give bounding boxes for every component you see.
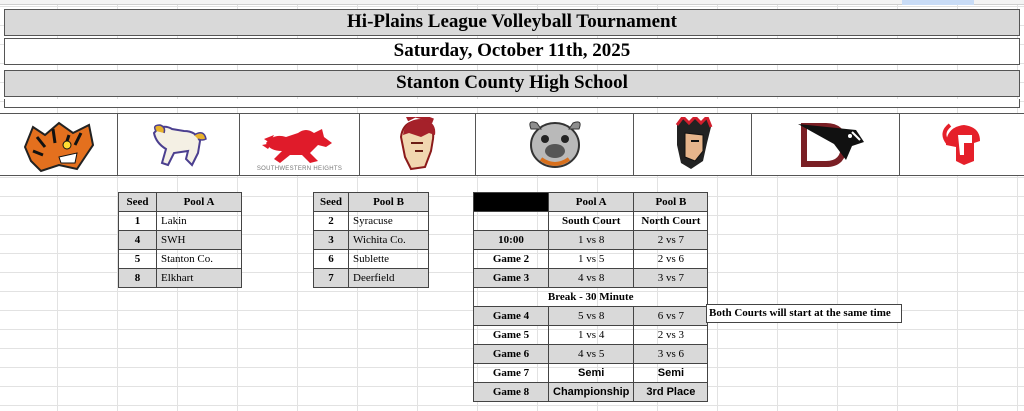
table-row [119,212,242,231]
team-logos-row [0,113,1024,176]
table-row [314,250,429,269]
table-row [314,212,429,231]
schedule-table [473,192,708,402]
pool-a-match: 1 vs 4 [549,326,634,345]
pool-a-match: 1 vs 8 [549,231,634,250]
selected-column-header[interactable] [902,0,974,5]
seed-cell: 2 [314,212,349,231]
logo-cell-1 [0,114,118,175]
seed-cell: 4 [119,231,157,250]
team-cell: Syracuse [349,212,429,231]
table-row [474,250,708,269]
table-row [474,326,708,345]
tournament-venue: Stanton County High School [4,70,1020,97]
game-cell: Game 8 [474,383,549,402]
pool-b-match: 2 vs 7 [634,231,708,250]
pool-b-match: 2 vs 3 [634,326,708,345]
pool-b-match: 3 vs 7 [634,269,708,288]
chief-icon [663,117,723,173]
logo-cell-7 [752,114,900,175]
game-cell: Game 7 [474,364,549,383]
table-row [474,383,708,402]
logo-cell-3 [240,114,360,175]
seed-cell: 7 [314,269,349,288]
game-cell: 10:00 [474,231,549,250]
column-header-strip [0,0,1024,5]
logo-cell-6 [634,114,752,175]
pool-b-match: 6 vs 7 [634,307,708,326]
logo-cell-4 [360,114,476,175]
d-logo-icon [786,120,866,170]
team-cell: Sublette [349,250,429,269]
team-cell: Lakin [157,212,242,231]
pool-a-match: 5 vs 8 [549,307,634,326]
seed-header: Seed [119,193,157,212]
pool-b-table [313,192,429,288]
logo-cell-5 [476,114,634,175]
table-row [119,269,242,288]
table-row [314,269,429,288]
pool-a-match: Championship [549,383,634,402]
game-cell: Game 4 [474,307,549,326]
mustang-icon [260,123,340,167]
north-court-label: North Court [634,212,708,231]
pool-a-match: 4 vs 8 [549,269,634,288]
game-cell: Game 5 [474,326,549,345]
table-row [474,307,708,326]
logo-cell-8 [900,114,1024,175]
table-row [119,250,242,269]
court-blank-cell [474,212,549,231]
team-cell: Stanton Co. [157,250,242,269]
tournament-title: Hi-Plains League Volleyball Tournament [4,9,1020,36]
logo-cell-2 [118,114,240,175]
pool-b-match: 2 vs 6 [634,250,708,269]
tiger-icon [19,117,99,173]
trojan-icon [393,117,443,173]
pool-b-header: Pool B [349,193,429,212]
game-cell: Game 6 [474,345,549,364]
pool-a-match: 1 vs 5 [549,250,634,269]
table-row [474,364,708,383]
pool-a-match: Semi [549,364,634,383]
table-row [474,231,708,250]
game-cell: Game 3 [474,269,549,288]
pool-b-match: 3rd Place [634,383,708,402]
spacer-row [4,99,1020,108]
pool-b-match: 3 vs 6 [634,345,708,364]
table-row [474,345,708,364]
seed-cell: 5 [119,250,157,269]
team-cell: Deerfield [349,269,429,288]
team-cell: Wichita Co. [349,231,429,250]
spartan-icon [938,121,986,169]
team-cell: SWH [157,231,242,250]
tournament-date: Saturday, October 11th, 2025 [4,38,1020,65]
table-row [314,231,429,250]
horse-icon [144,119,214,171]
seed-cell: 6 [314,250,349,269]
table-row [119,231,242,250]
seed-header: Seed [314,193,349,212]
corner-cell [474,193,549,212]
table-row [474,269,708,288]
pool-a-match: 4 vs 5 [549,345,634,364]
courts-note: Both Courts will start at the same time [706,304,902,323]
south-court-label: South Court [549,212,634,231]
break-label: Break - 30 Minute [474,288,708,307]
game-cell: Game 2 [474,250,549,269]
pool-b-match: Semi [634,364,708,383]
logo-caption: SOUTHWESTERN HEIGHTS [256,166,343,172]
team-cell: Elkhart [157,269,242,288]
pool-a-header: Pool A [157,193,242,212]
pool-a-header: Pool A [549,193,634,212]
pool-b-header: Pool B [634,193,708,212]
seed-cell: 1 [119,212,157,231]
seed-cell: 8 [119,269,157,288]
pool-a-table [118,192,242,288]
break-row [474,288,708,307]
bulldog-icon [523,117,587,173]
seed-cell: 3 [314,231,349,250]
